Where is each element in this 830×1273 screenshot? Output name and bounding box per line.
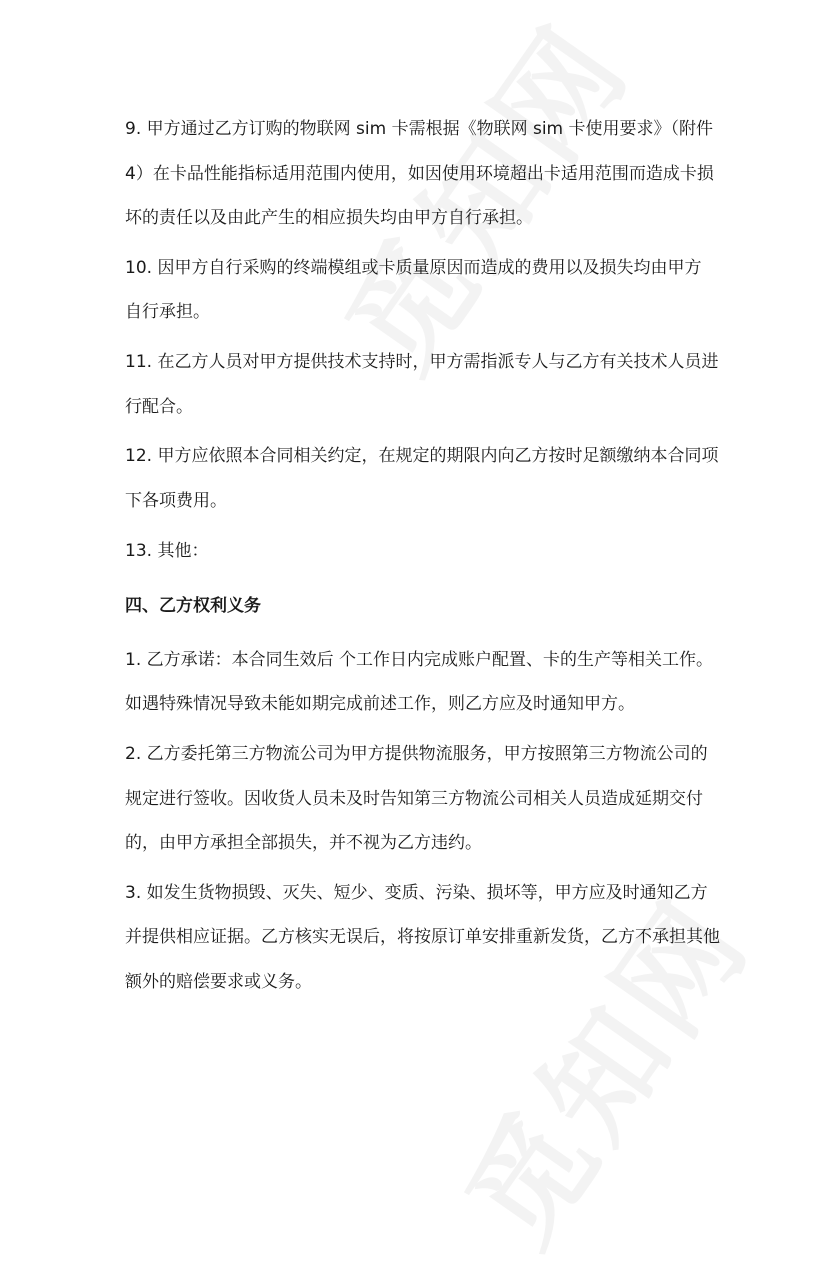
- clause-9-line-3: 坏的责任以及由此产生的相应损失均由甲方自行承担。: [125, 208, 533, 228]
- clause-10-line-1: 10. 因甲方自行采购的终端模组或卡质量原因而造成的费用以及损失均由甲方: [125, 258, 702, 278]
- clause-10-line-2: 自行承担。: [125, 302, 210, 322]
- s4-clause-2-line-2: 规定进行签收。因收货人员未及时告知第三方物流公司相关人员造成延期交付: [125, 789, 703, 809]
- section-heading: 四、乙方权利义务: [125, 596, 261, 616]
- clause-12-line-2: 下各项费用。: [125, 491, 227, 511]
- s4-clause-1-line-2: 如遇特殊情况导致未能如期完成前述工作，则乙方应及时通知甲方。: [125, 694, 635, 714]
- watermark: [300, 0, 661, 399]
- clause-11-line-1: 11. 在乙方人员对甲方提供技术支持时，甲方需指派专人与乙方有关技术人员进: [125, 352, 719, 372]
- s4-clause-3-line-1: 3. 如发生货物损毁、灭失、短少、变质、污染、损坏等，甲方应及时通知乙方: [125, 883, 708, 903]
- clause-13: 13. 其他：: [125, 541, 209, 561]
- clause-12-line-1: 12. 甲方应依照本合同相关约定，在规定的期限内向乙方按时足额缴纳本合同项: [125, 446, 719, 466]
- s4-clause-2-line-3: 的，由甲方承担全部损失，并不视为乙方违约。: [125, 833, 482, 853]
- s4-clause-3-line-3: 额外的赔偿要求或义务。: [125, 972, 312, 992]
- s4-clause-1-line-1: 1. 乙方承诺：本合同生效后 个工作日内完成账户配置、卡的生产等相关工作。: [125, 650, 714, 670]
- clause-9-line-1: 9. 甲方通过乙方订购的物联网 sim 卡需根据《物联网 sim 卡使用要求》（附件: [125, 119, 714, 139]
- clause-9-line-2: 4）在卡品性能指标适用范围内使用，如因使用环境超出卡适用范围而造成卡损: [125, 164, 714, 184]
- s4-clause-3-line-2: 并提供相应证据。乙方核实无误后，将按原订单安排重新发货，乙方不承担其他: [125, 927, 720, 947]
- clause-11-line-2: 行配合。: [125, 397, 193, 417]
- s4-clause-2-line-1: 2. 乙方委托第三方物流公司为甲方提供物流服务，甲方按照第三方物流公司的: [125, 744, 708, 764]
